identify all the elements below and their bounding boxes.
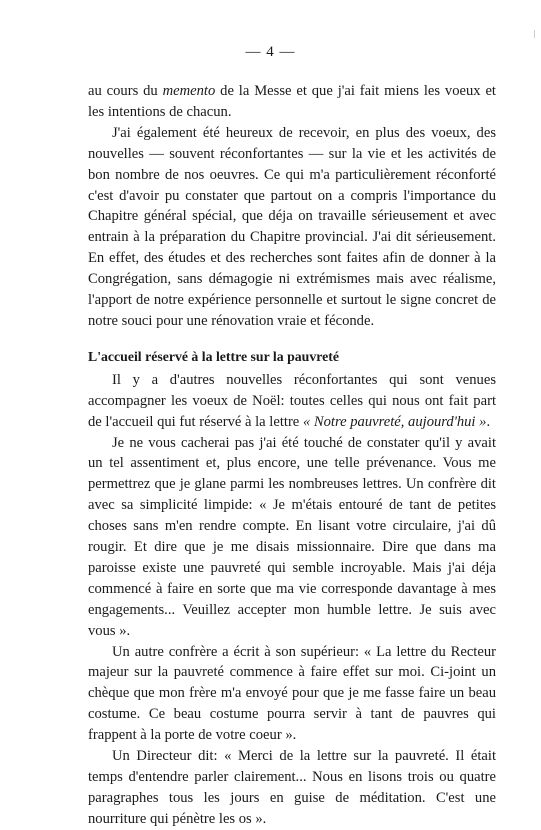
paragraph: [88, 746, 496, 830]
body-text: [88, 81, 496, 830]
section-paragraphs: [88, 370, 496, 830]
text-run: de la Messe et que j'ai fait miens les voeux et les intentions de chacun.: [88, 83, 496, 120]
section-heading: L'accueil réservé à la lettre sur la pauvreté: [88, 348, 339, 364]
text-run: .: [486, 413, 491, 430]
paragraph: [88, 370, 496, 433]
paragraph: [88, 123, 496, 332]
text-run: au cours du: [88, 83, 163, 99]
scan-edge-mark: [534, 30, 535, 38]
page-number: — 4 —: [245, 44, 296, 60]
paragraph: [88, 642, 496, 747]
italic-text: « Notre pauvreté, aujourd'hui »: [302, 413, 487, 430]
paragraph: [88, 81, 496, 123]
text-run: Il y a d'autres nouvelles réconfortantes qui sont venues accompagner les voeux de Noël: toutes celles qui nous ont fait part de l'accueil qui fut réservé à la lettre: [88, 371, 496, 430]
italic-text: memento: [162, 83, 216, 99]
text-run: Un autre confrère a écrit à son supérieur: « La lettre du Recteur majeur sur la pauvreté commence à faire effet sur moi. Ci-joint un chèque que mon frère m'a envoyé pour que je me fasse faire un beau costume. Ce beau costume pourra servir à tant de pauvres qui frappent à la porte de votre coeur ».: [88, 643, 496, 744]
paragraph: [88, 433, 496, 642]
text-run: Un Directeur dit: « Merci de la lettre sur la pauvreté. Il était temps d'entendre parler clairement... Nous en lisons trois ou quatre paragraphes tous les jours en guise de méditation. C'est une nourriture qui pénètre les os ».: [88, 748, 496, 827]
text-run: Je ne vous cacherai pas j'ai été touché de constater qu'il y avait un tel assentiment et, plus encore, une telle prévenance. Vous me permettrez que je glane parmi les nombreuses lettres. Un confrère dit avec sa simplicité limpide: « Je m'étais entouré de tant de petites choses sans m'en rendre compte. En lisant votre circulaire, j'ai dû rougir. Et dire que je me disais missionnaire. Dire que dans ma paroisse existe une pauvreté qui semble incroyable. Mais j'ai déja commencé à faire en sorte que ma vie corresponde davantage à mes engagements... Veuillez accepter mon humble lettre. Je suis avec vous ».: [88, 434, 496, 639]
text-run: J'ai également été heureux de recevoir, en plus des voeux, des nouvelles — souvent réconfortantes — sur la vie et les activités de bon nombre de nos oeuvres. Ce qui m'a particulièrement réconforté c'est d'avoir pu constater que partout on a compris l'importance du Chapitre général spécial, que déja on travaille sérieusement et avec entrain à la préparation du Chapitre provincial. J'ai dit sérieusement. En effet, des études et des recherches sont faites afin de donner à la Congrégation, sans démagogie ni extrémismes mais avec réalisme, l'apport de notre expérience personnelle et surtout le signe concret de notre souci pour une rénovation vraie et féconde.: [88, 124, 496, 329]
intro-paragraphs: [88, 81, 496, 332]
